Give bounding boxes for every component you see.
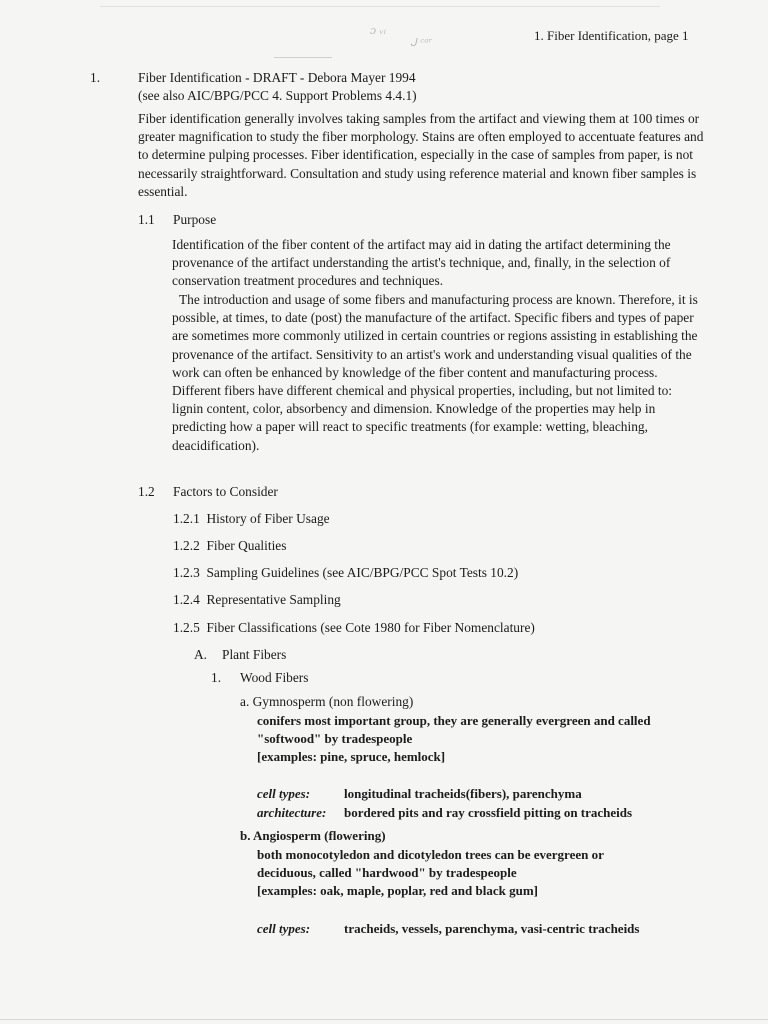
subsection-number: 1.1 [138,212,155,227]
item-label: History of Fiber Usage [206,511,330,526]
list-item [173,564,518,582]
section-number: 1. [90,70,101,85]
list-item [173,619,535,637]
list-item [173,537,286,555]
architecture-label: architecture: [257,805,327,820]
handwritten-note: ɔ ᵥᵢ [370,24,386,37]
document-title: Fiber Identification - DRAFT - Debora Mayer 1994 [138,70,416,85]
item-label: Representative Sampling [206,592,341,607]
item-number: 1.2.1 [173,511,200,526]
item-number: 1.2.5 [173,620,200,635]
outline-heading: Plant Fibers [222,647,287,662]
outline-letter: A. [194,647,208,662]
item-label: Fiber Classifications [206,620,317,635]
list-item [173,510,330,528]
intro-paragraph: Fiber identification generally involves taking samples from the artifact and viewing them at 100 times or greater magnification to study the fiber morphology. Stains are often employed to accentuate features and to determine pulping processes. Fiber identification, especially in the case of samples from paper, is not necessarily straightforward. Consultation and study using reference material and known fiber samples is essential. [138,111,704,199]
category-description: conifers most important group, they are generally evergreen and called [257,713,651,728]
cell-types-value: tracheids, vessels, parenchyma, vasi-centric tracheids [344,921,640,936]
item-number: 1.2.4 [173,592,200,607]
item-number: 1.2.3 [173,565,200,580]
outline-heading: Wood Fibers [240,670,309,685]
purpose-paragraph-2: The introduction and usage of some fibers and manufacturing process are known. Therefore, it is possible, at times, to date (post) the manufacture of the artifact. Specific fibers and types of paper are sometimes more commonly utilized in certain countries or regions assisting in establishing the provenance of the artifact. Sensitivity to an artist's work and understanding visual qualities of the work can often be enhanced by knowledge of the fiber content and manufacturing process. Different fibers have different chemical and physical properties, including, but not limited to: lignin content, color, absorbency and dimension. Knowledge of the properties may help in predicting how a paper will react to specific treatments (for example: wetting, bleaching, deacidification). [172,292,698,453]
faint-rule [274,57,332,58]
item-note: (see AIC/BPG/PCC Spot Tests 10.2) [322,565,519,580]
outline-number: 1. [211,670,222,685]
cell-types-value: longitudinal tracheids(fibers), parenchyma [344,786,582,801]
category-title: a. Gymnosperm (non flowering) [240,694,414,709]
architecture-value: bordered pits and ray crossfield pitting on tracheids [344,805,633,820]
subsection-number: 1.2 [138,484,155,499]
scan-edge [0,1019,768,1020]
item-label: Fiber Qualities [206,538,287,553]
subsection-heading: Purpose [173,212,217,227]
category-description: "softwood" by tradespeople [257,731,413,746]
category-examples: [examples: pine, spruce, hemlock] [257,749,446,764]
running-header: 1. Fiber Identification, page 1 [534,28,689,43]
category-description: both monocotyledon and dicotyledon trees can be evergreen or [257,847,604,862]
item-label: Sampling Guidelines [206,565,320,580]
item-note: (see Cote 1980 for Fiber Nomenclature) [320,620,535,635]
category-examples: [examples: oak, maple, poplar, red and black gum] [257,883,538,898]
list-item [173,591,341,609]
subsection-heading: Factors to Consider [173,484,278,499]
category-title: b. Angiosperm (flowering) [240,828,386,843]
cell-types-label: cell types: [257,921,311,936]
handwritten-note: ᒍ ᶜᵃʳ [410,36,433,49]
item-number: 1.2.2 [173,538,200,553]
category-description: deciduous, called "hardwood" by tradespeople [257,865,517,880]
cell-types-label: cell types: [257,786,311,801]
purpose-paragraph-1: Identification of the fiber content of the artifact may aid in dating the artifact determining the provenance of the artifact understanding the artist's technique, and, finally, in the selection of conservation treatment procedures and techniques. [172,237,671,289]
faint-rule [100,6,660,7]
document-subtitle: (see also AIC/BPG/PCC 4. Support Problems 4.4.1) [138,88,417,103]
